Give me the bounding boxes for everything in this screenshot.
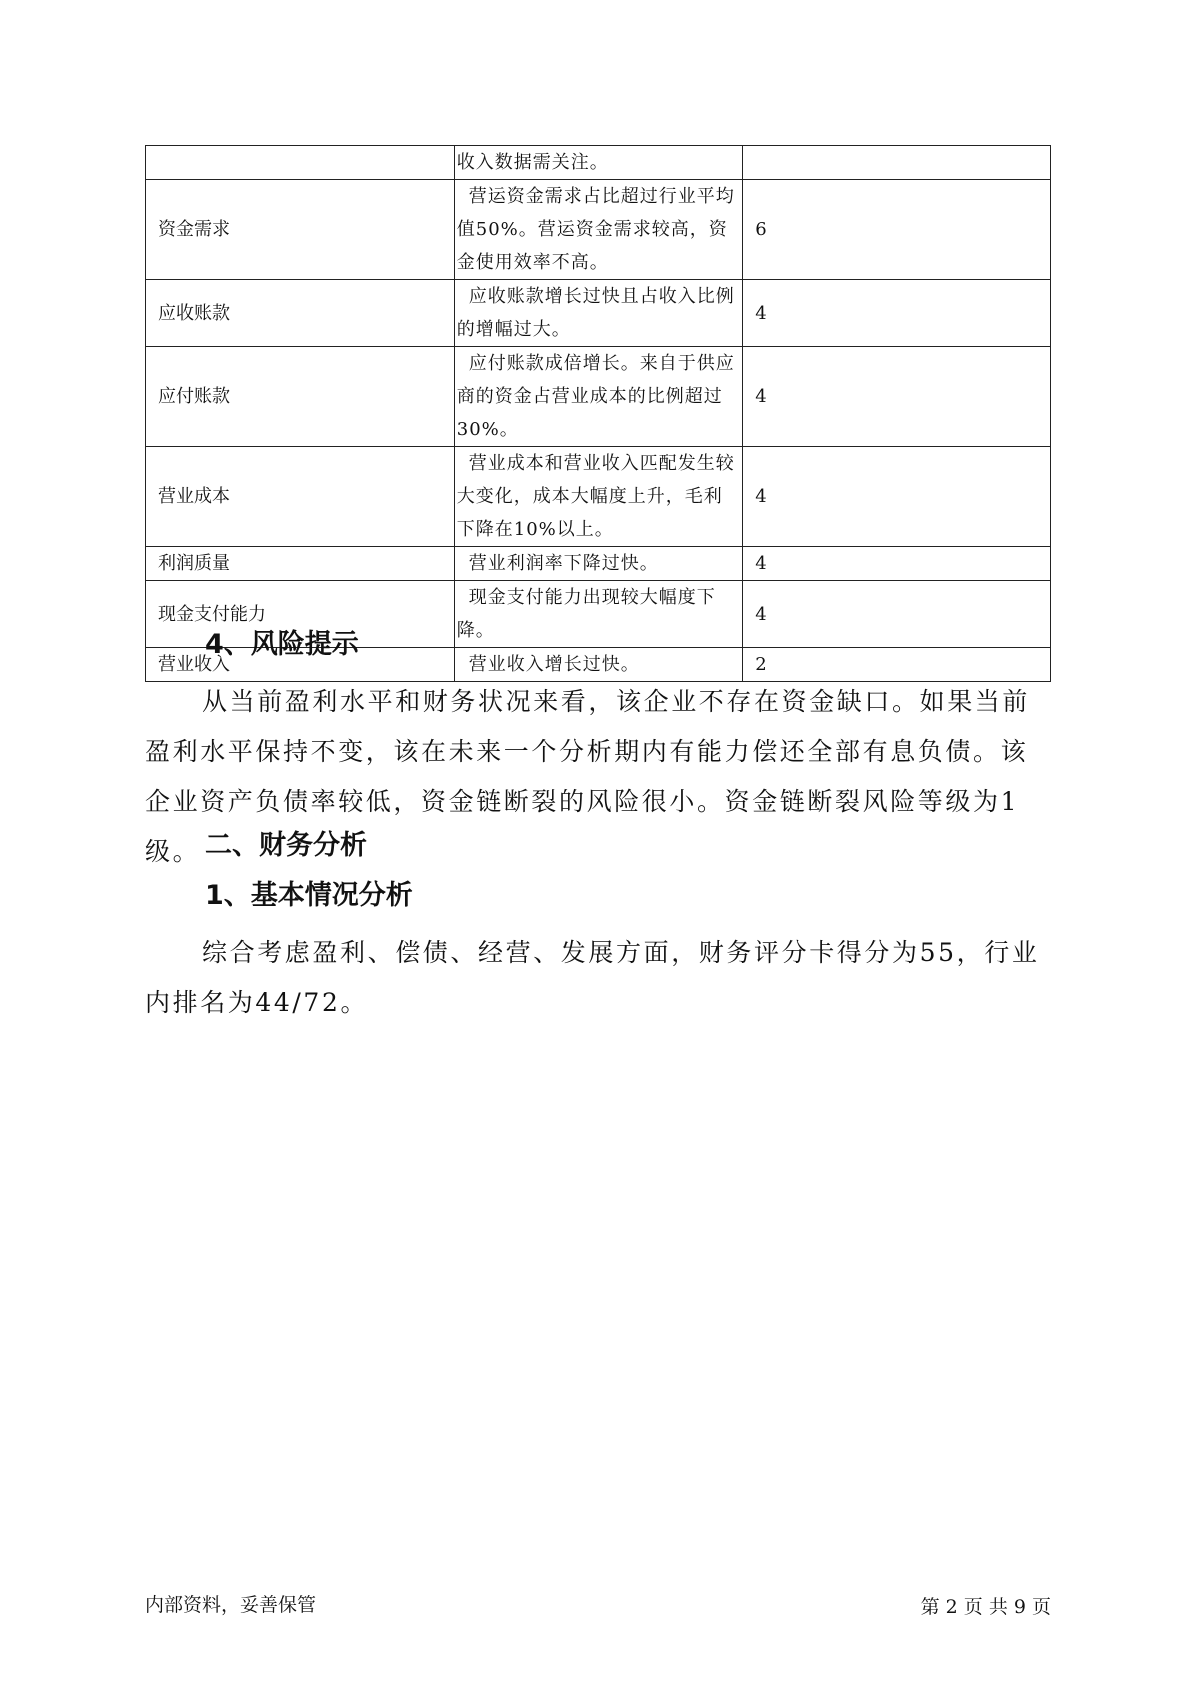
risk-description-text: 营运资金需求占比超过行业平均值50%。营运资金需求较高，资金使用效率不高。 — [456, 186, 735, 273]
basic-analysis-paragraph: 综合考虑盈利、偿债、经营、发展方面，财务评分卡得分为55，行业内排名为44/72。 — [145, 938, 1040, 1017]
risk-description-text: 营业利润率下降过快。 — [468, 553, 659, 574]
risk-item-cell: 营业成本 — [146, 447, 455, 547]
risk-score-cell: 6 — [743, 180, 1051, 280]
risk-description-cell — [454, 581, 742, 648]
risk-description-cell — [454, 180, 742, 280]
risk-table — [145, 145, 1051, 682]
risk-score-cell — [743, 146, 1051, 180]
risk-score-cell: 2 — [743, 648, 1051, 682]
footer-page-number: 第 2 页 共 9 页 — [920, 1596, 1051, 1618]
table-row — [146, 180, 1051, 280]
finance-heading: 二、财务分析 — [205, 830, 367, 861]
risk-item-cell — [146, 146, 455, 180]
risk-item-cell: 利润质量 — [146, 547, 455, 581]
risk-description-text: 收入数据需关注。 — [456, 152, 609, 173]
risk-score-cell: 4 — [743, 447, 1051, 547]
footer-confidential: 内部资料，妥善保管 — [145, 1594, 317, 1616]
risk-item-cell: 现金支付能力 — [146, 581, 455, 648]
risk-item-cell: 营业收入 — [146, 648, 455, 682]
risk-description-cell — [454, 146, 742, 180]
table-row — [146, 347, 1051, 447]
risk-description-cell — [454, 280, 742, 347]
risk-description-cell — [454, 447, 742, 547]
risk-description-text: 现金支付能力出现较大幅度下降。 — [456, 587, 716, 641]
risk-description-cell — [454, 547, 742, 581]
risk-heading: 4、风险提示 — [205, 629, 359, 660]
risk-table-body — [146, 146, 1051, 682]
risk-description-cell — [454, 347, 742, 447]
risk-score-cell: 4 — [743, 547, 1051, 581]
table-row — [146, 447, 1051, 547]
table-row — [146, 280, 1051, 347]
risk-description-text: 应收账款增长过快且占收入比例的增幅过大。 — [456, 286, 735, 340]
risk-description-text: 营业收入增长过快。 — [468, 654, 640, 675]
risk-paragraph: 从当前盈利水平和财务状况来看，该企业不存在资金缺口。如果当前盈利水平保持不变，该在未来一个分析期内有能力偿还全部有息负债。该企业资产负债率较低，资金链断裂的风险很小。资金链断裂风险等级为1级。 — [145, 687, 1031, 866]
risk-score-cell: 4 — [743, 581, 1051, 648]
basic-analysis-heading: 1、基本情况分析 — [205, 880, 413, 911]
risk-description-text: 应付账款成倍增长。来自于供应商的资金占营业成本的比例超过30%。 — [456, 353, 735, 440]
risk-item-cell: 资金需求 — [146, 180, 455, 280]
risk-score-cell: 4 — [743, 280, 1051, 347]
risk-description-text: 营业成本和营业收入匹配发生较大变化，成本大幅度上升，毛利下降在10%以上。 — [456, 453, 735, 540]
risk-score-cell: 4 — [743, 347, 1051, 447]
table-row — [146, 547, 1051, 581]
risk-item-cell: 应付账款 — [146, 347, 455, 447]
table-row — [146, 146, 1051, 180]
risk-item-cell: 应收账款 — [146, 280, 455, 347]
